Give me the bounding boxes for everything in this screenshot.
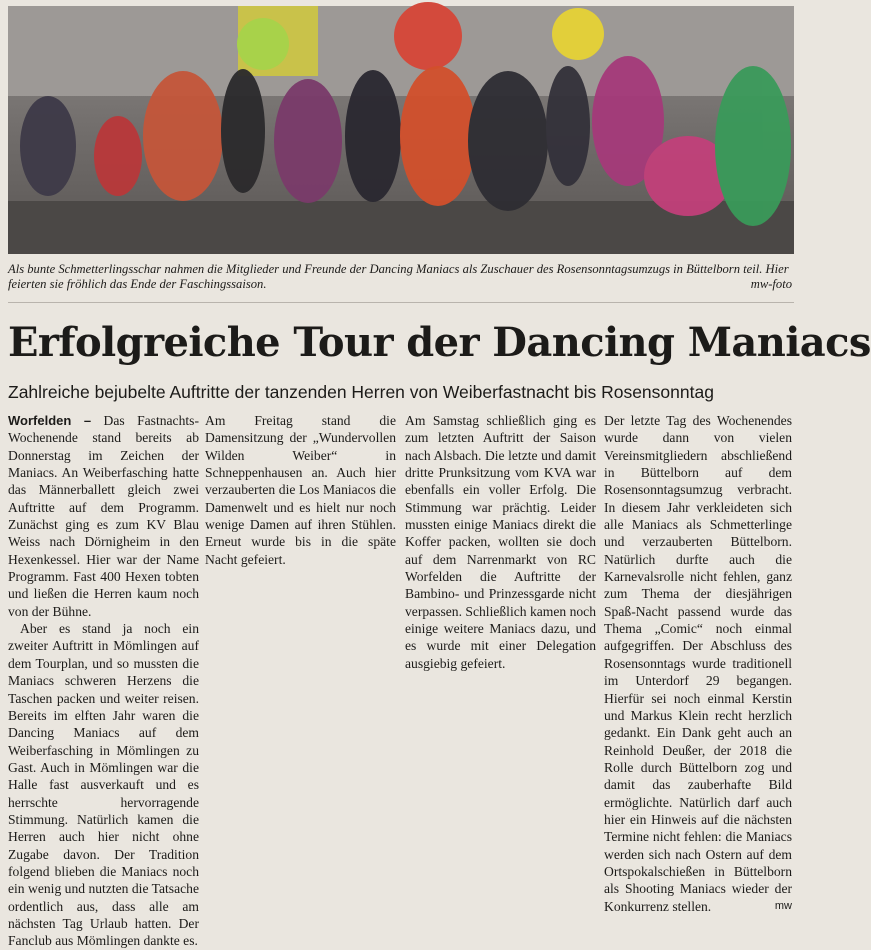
article-column-3 [405,412,596,794]
article-headline: Erfolgreiche Tour der Dancing Maniacs [8,319,871,366]
article-paragraph: Am Samstag schließlich ging es zum letzten Auftritt der Saison nach Alsbach. Die letzte und damit dritte Prunksitzung vom KVA war ebenfalls ein voller Erfolg. Die Stimmung war prächtig. Leider mussten einige Maniacs direkt die Koffer packen, wollten sie doch auf dem Narrenmarkt von RC Worfelden die Auftritte der Bambino- und Prinzessgarde nicht verpassen. Schließlich kamen noch einige weitere Maniacs dazu, und es wurde mit einer Delegation ausgiebig gefeiert. [405,413,597,671]
article-paragraph: Das Fastnachts-Wochenende stand bereits ab Donnerstag im Zeichen der Maniacs. An Weiberfasching hatte das Männerballett gleich zwei Auftritte auf dem Programm. Zunächst ging es zum KV Blau Weiss nach Dörnigheim in den Hexenkessel. Hier war der Name Programm. Fast 400 Hexen tobten und ließen die Herren kaum noch von der Bühne. [8,413,199,619]
article-column-4 [604,412,792,914]
caption-text: Als bunte Schmetterlingsschar nahmen die Mitglieder und Freunde der Dancing Maniacs als Zuschauer des Rosensonntagsumzugs in Büttelborn teil. Hier feierten sie fröhlich das Ende der Faschingssaison. [8,262,789,291]
dateline: Worfelden – [8,413,92,428]
article-subhead: Zahlreiche bejubelte Auftritte der tanzenden Herren von Weiberfastnacht bis Rosensonntag [8,382,714,402]
photo-credit: mw-foto [750,277,792,291]
article-column-1 [8,412,199,949]
article-column-2 [205,412,396,794]
photo-caption [8,262,794,292]
article-paragraph: Der letzte Tag des Wochenendes wurde dann von vielen Vereinsmitgliedern abschließend in Büttelborn auf dem Rosensonntagsumzug verbracht. In diesem Jahr verkleideten sich alle Maniacs als Schmetterlinge und verzauberten Büttelborn. Natürlich durfte auch die Karnevalsrolle nicht fehlen, ganz zum Thema der diesjährigen Spaß-Nacht passend wurde das Thema „Comic“ noch einmal aufgegriffen. Der Abschluss des Rosensonntags wurde traditionell im Unterdorf 29 begangen. Hierfür sei noch einmal Kerstin und Markus Klein recht herzlich gedankt. Ein Dank geht auch an Reinhold Deußer, der 2018 die Rolle durch Büttelborn zog und damit das zauberhafte Bild ermöglichte. Natürlich darf auch hier ein Hinweis auf die nächsten Termine nicht fehlen: die Maniacs werden sich nach Ostern auf dem Ortspokalschießen in Büttelborn als Shooting Maniacs wieder der Konkurrenz stellen. [604,413,792,914]
group-photo-image [8,6,794,254]
article-paragraph: Am Freitag stand die Damensitzung der „Wundervollen Wilden Weiber“ in Schneppenhausen an. Auch hier verzauberten die Los Maniacos die Damenwelt und es hielt nur noch wenige Damen auf ihren Stühlen. Erneut wurde bis in die späte Nacht gefeiert. [205,413,396,567]
author-signature: mw [774,899,792,912]
article-paragraph: Aber es stand ja noch ein zweiter Auftritt in Mömlingen auf dem Tourplan, und so mussten die Maniacs schweren Herzens die Taschen packen und weiter reisen. Bereits im elften Jahr waren die Dancing Maniacs auf dem Weiberfasching in Mömlingen zu Gast. Auch in Mömlingen war die Halle fast ausverkauft und es herrschte hervorragende Stimmung. Natürlich kamen die Herren auch hier nicht ohne Zugabe davon. Der Tradition folgend blieben die Maniacs noch ein wenig und nutzten die Tatsache ordentlich aus, dass alle am nächsten Tag Urlaub hatten. Der Fanclub aus Mömlingen dankte es. [8,621,199,949]
divider [8,302,794,303]
group-photo [8,6,794,254]
